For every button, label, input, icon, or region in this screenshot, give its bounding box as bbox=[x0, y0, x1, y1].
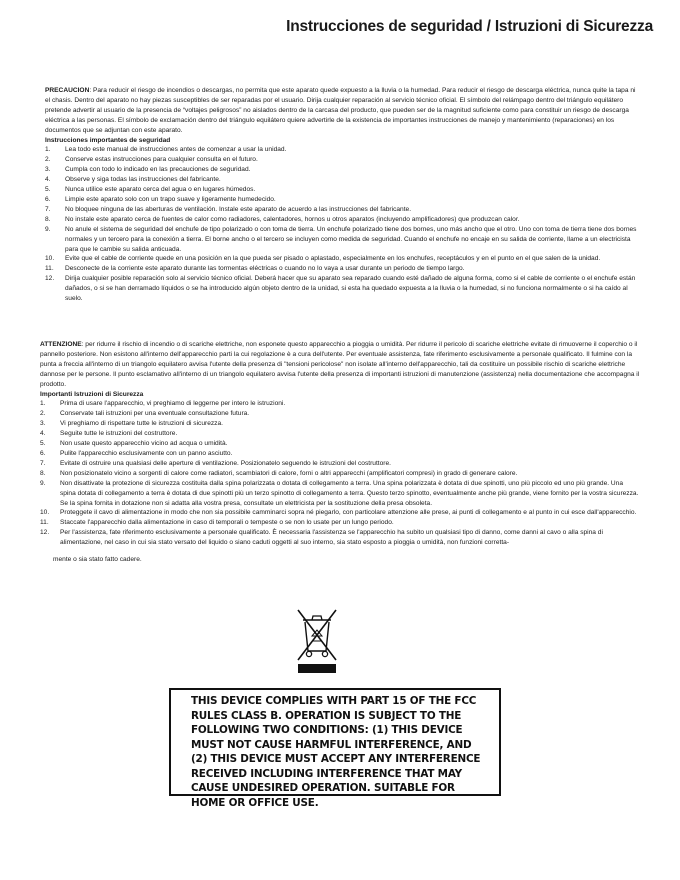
list-item-number: 11. bbox=[45, 265, 54, 273]
list-item-number: 10. bbox=[45, 255, 55, 263]
italian-warning-paragraph bbox=[40, 340, 640, 390]
list-item-number: 2. bbox=[40, 410, 46, 418]
list-item bbox=[45, 274, 639, 304]
spanish-safety-section bbox=[45, 86, 639, 304]
list-item bbox=[40, 429, 640, 439]
italian-safety-section bbox=[40, 340, 640, 565]
list-item-text: Conserve estas instrucciones para cualquier consulta en el futuro. bbox=[65, 156, 258, 164]
list-item bbox=[40, 449, 640, 459]
italian-item-12-continuation: mente o sia stato fatto cadere. bbox=[53, 556, 142, 564]
list-item bbox=[45, 165, 639, 175]
list-item bbox=[40, 459, 640, 469]
list-item-text: Evite que el cable de corriente quede en una posición en la que pueda ser pisado o aplastado, especialmente en los enchufes, receptáculos y en el punto en el que salen de la unidad. bbox=[65, 255, 601, 263]
list-item bbox=[45, 254, 639, 264]
italian-warning-text: : per ridurre il rischio di incendio o di scariche elettriche, non esponete questo apparecchio a pioggia o umidità. Per ridurre il pericolo di scariche elettriche evitate di rimuoverne il coperchio o il pannello posteriore. Non esistono all'interno dell'apparecchio parti la cui regolazione è a cura dell'utente. Per eventuale assistenza, fate riferimento esclusivamente a personale qualificato. Il fulmine con la punta a freccia all'interno di un triangolo equilatero avvisa l'utente della presenza di "tensioni pericolose" non isolate all'interno dell'apparecchio, tali da costituire un possibile rischio di scariche elettriche dannose per le persone. Il punto esclamativo all'interno di un triangolo equilatero avvisa l'utente della presenza di importanti istruzioni di manutenzione (assistenza) nella documentazione che accompagna il prodotto. bbox=[40, 341, 640, 388]
list-item bbox=[40, 518, 640, 528]
italian-warning-label: ATTENZIONE bbox=[40, 341, 82, 348]
list-item-number: 4. bbox=[40, 430, 46, 438]
list-item-number: 5. bbox=[45, 186, 51, 194]
italian-instruction-list bbox=[40, 399, 640, 548]
list-item-number: 9. bbox=[40, 479, 46, 487]
list-item bbox=[40, 399, 640, 409]
list-item-text: Seguite tutte le istruzioni del costruttore. bbox=[60, 430, 178, 438]
spanish-warning-paragraph bbox=[45, 86, 639, 136]
fcc-compliance-text: THIS DEVICE COMPLIES WITH PART 15 OF THE FCC RULES CLASS B. OPERATION IS SUBJECT TO THE FOLLOWING TWO CONDITIONS: (1) THIS DEVICE MUST NOT CAUSE HARMFUL INTERFERENCE, AND (2) THIS DEVICE MUST ACCEPT ANY INTERFERENCE RECEIVED INCLUDING INTERFERENCE THAT MAY CAUSE UNDESIRED OPERATION. SUITABLE FOR HOME OR OFFICE USE. bbox=[191, 695, 481, 809]
list-item-number: 8. bbox=[40, 469, 46, 477]
list-item-number: 7. bbox=[40, 459, 46, 467]
list-item-text: Dirija cualquier posible reparación solo al servicio técnico oficial. Deberá hacer que su aparato sea reparado cuando esté dañado de alguna forma, como si el cable de corriente o el enchufe están dañados, o si se han derramado líquidos o se ha introducido algún objeto dentro de la unidad, si esta ha quedado expuesta a la lluvia o la humedad, si no funciona normalmente o si ha caído al suelo. bbox=[65, 275, 636, 303]
list-item bbox=[45, 264, 639, 274]
fcc-compliance-notice bbox=[169, 688, 501, 809]
list-item-text: Limpie este aparato solo con un trapo suave y ligeramente humedecido. bbox=[65, 195, 276, 203]
list-item-text: Evitate di ostruire una qualsiasi delle aperture di ventilazione. Posizionatelo seguendo le istruzioni del costruttore. bbox=[60, 459, 391, 467]
spanish-instruction-list bbox=[45, 145, 639, 304]
list-item-number: 6. bbox=[45, 195, 51, 203]
list-item-text: Nunca utilice este aparato cerca del agua o en lugares húmedos. bbox=[65, 186, 256, 194]
list-item-text: Observe y siga todas las instrucciones del fabricante. bbox=[65, 176, 221, 184]
list-item-text: Non posizionatelo vicino a sorgenti di calore come radiatori, scambiatori di calore, forni o altri apparecchi (amplificatori compresi) in grado di generare calore. bbox=[60, 469, 518, 477]
list-item-number: 10. bbox=[40, 509, 50, 517]
list-item-number: 4. bbox=[45, 176, 51, 184]
list-item-number: 8. bbox=[45, 215, 51, 223]
list-item-text: Non disattivate la protezione di sicurezza costituita dalla spina polarizzata o dotata di collegamento a terra. Una spina polarizzata è dotata di due spinotti, uno più piccolo ed uno più grande. Una spina dotata di collegamento a terra è dotata di due spinotti più un terzo spinotto di collegamento a terra. Questo terzo spinotto, eventualmente anche più grande, viene fornito per la vostra sicurezza. Se la spina fornita in dotazione non si adatta alla vostra presa, consultate un elettricista per la sostituzione della presa obsoleta. bbox=[60, 479, 639, 507]
list-item-text: Vi preghiamo di rispettare tutte le istruzioni di sicurezza. bbox=[60, 420, 223, 428]
list-item-number: 3. bbox=[45, 166, 51, 174]
list-item bbox=[45, 225, 639, 255]
page-title: Instrucciones de seguridad / Istruzioni di Sicurezza bbox=[286, 18, 653, 35]
list-item bbox=[45, 185, 639, 195]
list-item-text: No anule el sistema de seguridad del enchufe de tipo polarizado o con toma de tierra. Un enchufe polarizado tiene dos bornes, uno más ancho que el otro. Uno con toma de tierra tiene dos bornes normales y un tercero para la conexión a tierra. El borne ancho o el tercero se incluyen como medida de seguridad. Cuando el enchufe no encaje en su salida de corriente, llame a un electricista para que le cambie su salida anticuada. bbox=[65, 225, 637, 253]
list-item bbox=[40, 469, 640, 479]
list-item-number: 5. bbox=[40, 440, 46, 448]
list-item-text: Conservate tali istruzioni per una eventuale consultazione futura. bbox=[60, 410, 250, 418]
list-item-number: 3. bbox=[40, 420, 46, 428]
list-item-number: 12. bbox=[40, 529, 50, 537]
spanish-warning-label: PRECAUCION bbox=[45, 87, 90, 94]
list-item bbox=[40, 439, 640, 449]
list-item bbox=[40, 508, 640, 518]
list-item bbox=[45, 175, 639, 185]
list-item-number: 1. bbox=[40, 400, 46, 408]
list-item-number: 6. bbox=[40, 449, 46, 457]
list-item bbox=[45, 215, 639, 225]
list-item bbox=[40, 528, 640, 548]
list-item-text: Prima di usare l'apparecchio, vi preghiamo di leggerne per intero le istruzioni. bbox=[60, 400, 286, 408]
list-item-text: Staccate l'apparecchio dalla alimentazione in caso di temporali o tempeste o se non lo usate per un lungo periodo. bbox=[60, 519, 394, 527]
list-item-text: Per l'assistenza, fate riferimento esclusivamente a personale qualificato. È necessaria l'assistenza se l'apparecchio ha subito un qualsiasi tipo di danno, come danni al cavo o alla spina di alimentazione, nel caso in cui sia stato versato del liquido o siano caduti oggetti al suo interno, sia stato esposto a pioggia o umidità, non funzioni corretta- bbox=[60, 529, 603, 547]
list-item-number: 1. bbox=[45, 146, 51, 154]
list-item-text: No bloquee ninguna de las aberturas de ventilación. Instale este aparato de acuerdo a las instrucciones del fabricante. bbox=[65, 205, 412, 213]
list-item-text: No instale este aparato cerca de fuentes de calor como radiadores, calentadores, hornos u otros aparatos (incluyendo amplificadores) que produzcan calor. bbox=[65, 215, 520, 223]
spanish-subheading: Instrucciones importantes de seguridad bbox=[45, 136, 171, 144]
list-item-text: Cumpla con todo lo indicado en las precauciones de seguridad. bbox=[65, 166, 251, 174]
list-item-text: Pulite l'apparecchio esclusivamente con un panno asciutto. bbox=[60, 449, 233, 457]
list-item-number: 7. bbox=[45, 205, 51, 213]
list-item bbox=[45, 195, 639, 205]
crossed-out-wheeled-bin-icon bbox=[293, 606, 341, 674]
list-item-number: 11. bbox=[40, 519, 49, 527]
italian-subheading: Importanti Istruzioni di Sicurezza bbox=[40, 390, 144, 398]
list-item-text: Lea todo este manual de instrucciones antes de comenzar a usar la unidad. bbox=[65, 146, 287, 154]
list-item-text: Non usate questo apparecchio vicino ad acqua o umidità. bbox=[60, 440, 228, 448]
list-item bbox=[40, 419, 640, 429]
list-item-number: 2. bbox=[45, 156, 51, 164]
list-item bbox=[40, 479, 640, 509]
list-item-number: 12. bbox=[45, 275, 55, 283]
list-item bbox=[40, 409, 640, 419]
list-item-number: 9. bbox=[45, 225, 51, 233]
list-item-text: Desconecte de la corriente este aparato durante las tormentas eléctricas o cuando no lo vaya a usar durante un periodo de tiempo largo. bbox=[65, 265, 465, 273]
spanish-warning-text: : Para reducir el riesgo de incendios o descargas, no permita que este aparato quede expuesto a la lluvia o la humedad. Para reducir el riesgo de descarga eléctrica, nunca quite la tapa ni el chasis. Dentro del aparato no hay piezas susceptibles de ser reparadas por el usuario. Dirija cualquier reparación al servicio técnico oficial. El símbolo del relámpago dentro del triángulo equilátero pretende advertir al usuario de la presencia de “voltajes peligrosos” no aislados dentro de la carcasa del producto, que pueden ser de la magnitud suficiente como para constituir un riesgo de descarga eléctrica a las personas. El símbolo de exclamación dentro del triángulo equilátero quiere advertirle de la existencia de importantes instrucciones de manejo y mantenimiento (reparaciones) en los documentos que se adjuntan con este aparato. bbox=[45, 87, 636, 134]
list-item bbox=[45, 205, 639, 215]
list-item-text: Proteggete il cavo di alimentazione in modo che non sia possibile camminarci sopra né piegarlo, con particolare attenzione alle prese, ai punti di collegamento e al punto in cui esce dall'apparecchio. bbox=[60, 509, 637, 517]
list-item bbox=[45, 155, 639, 165]
list-item bbox=[45, 145, 639, 155]
